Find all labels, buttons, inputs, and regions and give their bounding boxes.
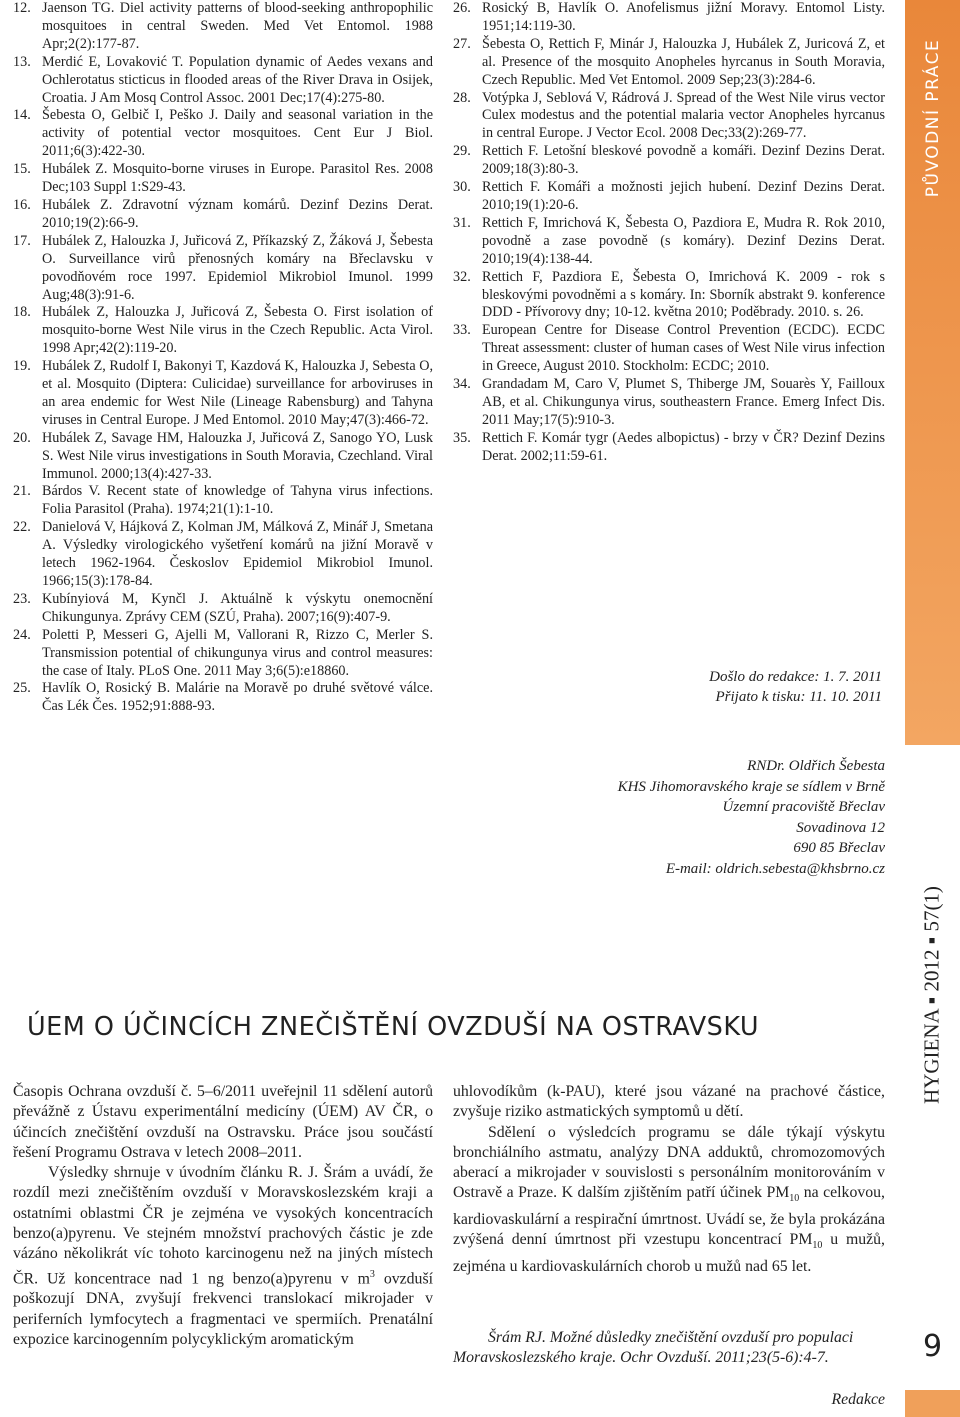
reference-text: European Centre for Disease Control Prevention (ECDC). ECDC Threat assessment: cluster of human cases of West Nile virus infection in Greece, August 2010. Stockholm: ECDC; 2010. xyxy=(482,322,885,375)
reference-item xyxy=(13,430,433,484)
author-workplace: Územní pracoviště Břeclav xyxy=(722,799,885,815)
reference-item xyxy=(13,107,433,161)
reference-text: Rettich F, Pazdiora E, Šebesta O, Imrichová K. 2009 - rok s bleskovými povodněmi a s komáry. In: Sborník abstrakt 9. konference DDD - Přívorovy dny; 10-12. května 2010; Poděbrady. 2010. s. 26. xyxy=(482,268,885,321)
reference-text: Hubálek Z. Zdravotní význam komárů. Dezinf Dezins Derat. 2010;19(2):66-9. xyxy=(42,196,433,231)
reference-number: 21. xyxy=(13,483,31,500)
author-address xyxy=(520,756,885,879)
reference-item xyxy=(13,54,433,108)
author-city: 690 85 Břeclav xyxy=(793,840,885,856)
article-source-citation xyxy=(453,1328,885,1369)
received-date: Došlo do redakce: 1. 7. 2011 xyxy=(709,669,882,685)
reference-text: Hubálek Z, Rudolf I, Bakonyi T, Kazdová K, Halouzka J, Sebesta O, et al. Mosquito (Diptera: Culicidae) surveillance for arboviruses in an area endemic for West Nile (Lineage Rabensburg) and Tahyna viruses in Central Europe. J Med Entomol. 2010 May;47(3):466-72. xyxy=(42,358,433,428)
reference-text: Havlík O, Rosický B. Malárie na Moravě po druhé světové válce. Čas Lék Čes. 1952;91:888-93. xyxy=(42,680,433,715)
reference-text: Votýpka J, Seblová V, Rádrová J. Spread of the West Nile virus vector Culex modestus and the potential malaria vector Anopheles hyrcanus in central Europe. J Vector Ecol. 2008 Dec;33(2):269-77. xyxy=(482,89,885,142)
source-line: Šrám RJ. Možné důsledky znečištění ovzduší pro populaci xyxy=(488,1329,854,1346)
author-organization: KHS Jihomoravského kraje se sídlem v Brně xyxy=(617,778,885,795)
article-paragraph: Časopis Ochrana ovzduší č. 5–6/2011 uveřejnil 11 sdělení autorů převážně z Ústavu experimentální medicíny (ÚEM) AV ČR, o účincích znečištění ovzduší na Ostravsku. Práce jsou součástí řešení Programu Ostrava v letech 2008–2011. xyxy=(13,1083,433,1161)
reference-number: 13. xyxy=(13,53,31,70)
reference-item xyxy=(13,304,433,358)
reference-item xyxy=(453,179,885,215)
article-paragraph: uhlovodíkům (k-PAU), které jsou vázané na prachové částice, zvyšuje riziko astmatických symptomů u dětí. xyxy=(453,1083,885,1121)
reference-item xyxy=(453,36,885,90)
reference-number: 28. xyxy=(453,89,471,106)
reference-number: 12. xyxy=(13,0,31,16)
reference-item xyxy=(13,197,433,233)
reference-item xyxy=(453,90,885,144)
article-column-left xyxy=(13,1082,433,1350)
reference-item xyxy=(453,430,885,466)
reference-number: 33. xyxy=(453,322,471,339)
reference-item xyxy=(13,483,433,519)
accepted-date: Přijato k tisku: 11. 10. 2011 xyxy=(715,689,882,705)
reference-text: Rettich F. Komár tygr (Aedes albopictus) - brzy v ČR? Dezinf Dezins Derat. 2002;11:59-61. xyxy=(482,429,885,464)
reference-item xyxy=(453,376,885,430)
reference-item xyxy=(453,143,885,179)
reference-item xyxy=(453,215,885,269)
reference-item xyxy=(13,591,433,627)
reference-text: Kubínyiová M, Kynčl J. Aktuálně k výskytu onemocnění Chikungunya. Zprávy CEM (SZÚ, Praha). 2007;16(9):407-9. xyxy=(42,590,433,625)
reference-number: 27. xyxy=(453,35,471,52)
reference-text: Hubálek Z. Mosquito-borne viruses in Europe. Parasitol Res. 2008 Dec;103 Suppl 1:S29-43. xyxy=(42,161,433,196)
reference-text: Poletti P, Messeri G, Ajelli M, Vallorani R, Rizzo C, Merler S. Transmission potential of chikungunya virus and control measures: the case of Italy. PLoS One. 2011 May 3;6(5):e18860. xyxy=(42,626,433,679)
reference-item xyxy=(453,322,885,376)
subscript: 10 xyxy=(789,1193,800,1205)
reference-number: 35. xyxy=(453,429,471,446)
source-line: Moravskoslezského kraje. Ochr Ovzduší. 2011;23(5-6):4-7. xyxy=(453,1349,829,1367)
reference-number: 31. xyxy=(453,214,471,231)
page-number: 9 xyxy=(922,1328,943,1364)
reference-text: Merdić E, Lovaković T. Population dynamic of Aedes vexans and Ochlerotatus sticticus in flooded areas of the River Drava in Osijek, Croatia. J Am Mosq Control Assoc. 2001 Dec;17(4):275-80. xyxy=(42,53,433,106)
reference-number: 29. xyxy=(453,143,471,160)
article-paragraph: Sdělení o výsledcích programu se dále týkají výskytu bronchiálního astmatu, analýzy DNA adduktů, chromozomových aberací a mikrojader v souvislosti s personálním monitorováním v Ostravě a Praze. K dalším zjištěním patří účinek $PM_{10}$ na celkovou, kardiovaskulární a respirační úmrtnost. Uvádí se, že byla prokázána zvýšená denní úmrtnost při vzestupu koncentrací $PM_{10}$ u mužů, zejména u kardiovaskulárních chorob u mužů nad 65 let. xyxy=(453,1123,886,1275)
reference-text: Rettich F. Letošní bleskové povodně a komáři. Dezinf Dezins Derat. 2009;18(3):80-3. xyxy=(482,143,885,178)
article-signature: Redakce xyxy=(831,1391,885,1408)
section-sidebar xyxy=(905,0,960,745)
reference-number: 14. xyxy=(13,107,31,124)
reference-item xyxy=(13,627,433,681)
reference-number: 25. xyxy=(13,680,31,697)
reference-number: 22. xyxy=(13,519,31,536)
subscript: 10 xyxy=(812,1240,823,1252)
reference-item xyxy=(13,233,433,305)
reference-text: Grandadam M, Caro V, Plumet S, Thiberge JM, Souarès Y, Failloux AB, et al. Chikungunya virus, southeastern France. Emerg Infect Dis. 2011 May;17(5):910-3. xyxy=(482,376,885,428)
reference-number: 17. xyxy=(13,232,31,249)
reference-number: 18. xyxy=(13,304,31,321)
section-label: PŮVODNÍ PRÁCE xyxy=(922,38,943,198)
reference-list-left xyxy=(13,0,433,716)
author-name: RNDr. Oldřich Šebesta xyxy=(747,758,885,774)
reference-text: Rettich F, Imrichová K, Šebesta O, Pazdiora E, Mudra R. Rok 2010, povodně a zase povodně (s komáry). Dezinf Dezins Derat. 2010;19(4):138-44. xyxy=(482,214,885,267)
author-email: E-mail: oldrich.sebesta@khsbrno.cz xyxy=(665,860,885,877)
reference-item xyxy=(13,0,433,54)
received-dates xyxy=(560,667,882,707)
reference-item xyxy=(13,358,433,430)
article-headline: ÚEM O ÚČINCÍCH ZNEČIŠTĚNÍ OVZDUŠÍ NA OSTRAVSKU xyxy=(27,1012,760,1042)
reference-item xyxy=(453,0,885,36)
reference-item xyxy=(13,519,433,591)
reference-item xyxy=(13,680,433,716)
reference-text: Šebesta O, Gelbič I, Peško J. Daily and seasonal variation in the activity of potential vector mosquitoes. Cent Eur J Biol. 2011;6(3):422-30. xyxy=(42,107,433,160)
reference-number: 16. xyxy=(13,196,31,213)
reference-number: 30. xyxy=(453,179,471,196)
reference-text: Rosický B, Havlík O. Anofelismus jižní Moravy. Entomol Listy. 1951;14:119-30. xyxy=(482,0,885,34)
reference-number: 34. xyxy=(453,376,471,393)
reference-number: 26. xyxy=(453,0,471,16)
reference-item xyxy=(453,269,885,323)
reference-number: 15. xyxy=(13,161,31,178)
article-column-right xyxy=(453,1082,885,1277)
reference-text: Hubálek Z, Savage HM, Halouzka J, Juřicová Z, Sanogo YO, Lusk S. West Nile virus investigations in South Moravia, Czechland. Viral Immunol. 2000;13(4):427-33. xyxy=(42,429,433,482)
reference-text: Hubálek Z, Halouzka J, Juřicová Z, Příkazský Z, Žáková J, Šebesta O. Surveillance virů přenosných komáry na Břeclavsku v povodňovém roce 1997. Epidemiol Mikrobiol Imunol. 1999 Aug;48(3):91-6. xyxy=(42,232,433,303)
reference-text: Danielová V, Hájková Z, Kolman JM, Málková Z, Minář J, Smetana A. Výsledky virologického vyšetření komárů na jižní Moravě v letech 1962-1964. Českoslov Epidemiol Mikrobiol Imunol. 1966;15(3):178-84. xyxy=(42,519,433,589)
author-street: Sovadinova 12 xyxy=(796,819,885,836)
reference-item xyxy=(13,161,433,197)
reference-number: 24. xyxy=(13,626,31,643)
reference-text: Bárdos V. Recent state of knowledge of Tahyna virus infections. Folia Parasitol (Praha). 1974;21(1):1-10. xyxy=(42,483,433,518)
reference-text: Šebesta O, Rettich F, Minár J, Halouzka J, Hubálek Z, Juricová Z, et al. Presence of the mosquito Anopheles hyrcanus in South Moravia, Czech Republic. Med Vet Entomol. 2009 Sep;23(3):284-6. xyxy=(482,35,885,88)
reference-number: 23. xyxy=(13,590,31,607)
superscript: 3 xyxy=(369,1268,375,1280)
reference-text: Hubálek Z, Halouzka J, Juřicová Z, Šebesta O. First isolation of mosquito-borne West Nile virus in the Czech Republic. Acta Virol. 1998 Apr;42(2):119-20. xyxy=(42,304,433,357)
article-paragraph: Výsledky shrnuje v úvodním článku R. J. Šrám a uvádí, že rozdíl mezi znečištěním ovzduší v Moravskoslezském kraji a ostatními oblastmi ČR je zejména ve vysokých koncentracích benzo(a)pyrenu. Ve stejném množství prachových částic je zde vázáno několikrát víc tohoto karcinogenu než na jiných místech ČR. Už koncentrace nad 1 ng benzo(a)pyrenu v $m^3$ ovzduší poškozují DNA, zvyšují frekvenci translokací mikrojader v periferních lymfocytech a fragmentaci ve spermiích. Prenatální expozice karcinogenním polycyklickým aromatickým xyxy=(13,1164,433,1348)
reference-text: Rettich F. Komáři a možnosti jejich hubení. Dezinf Dezins Derat. 2010;19(1):20-6. xyxy=(482,179,885,213)
reference-number: 19. xyxy=(13,358,31,375)
journal-issue-label: HYGIENA ▪ 2012 ▪ 57(1) xyxy=(919,886,944,1104)
reference-text: Jaenson TG. Diel activity patterns of blood-seeking anthropophilic mosquitoes in central Sweden. Med Vet Entomol. 1988 Apr;2(2):177-87. xyxy=(42,0,433,52)
reference-list-right xyxy=(453,0,885,466)
reference-number: 32. xyxy=(453,268,471,285)
page-tab-decoration xyxy=(905,1390,960,1417)
reference-number: 20. xyxy=(13,429,31,446)
